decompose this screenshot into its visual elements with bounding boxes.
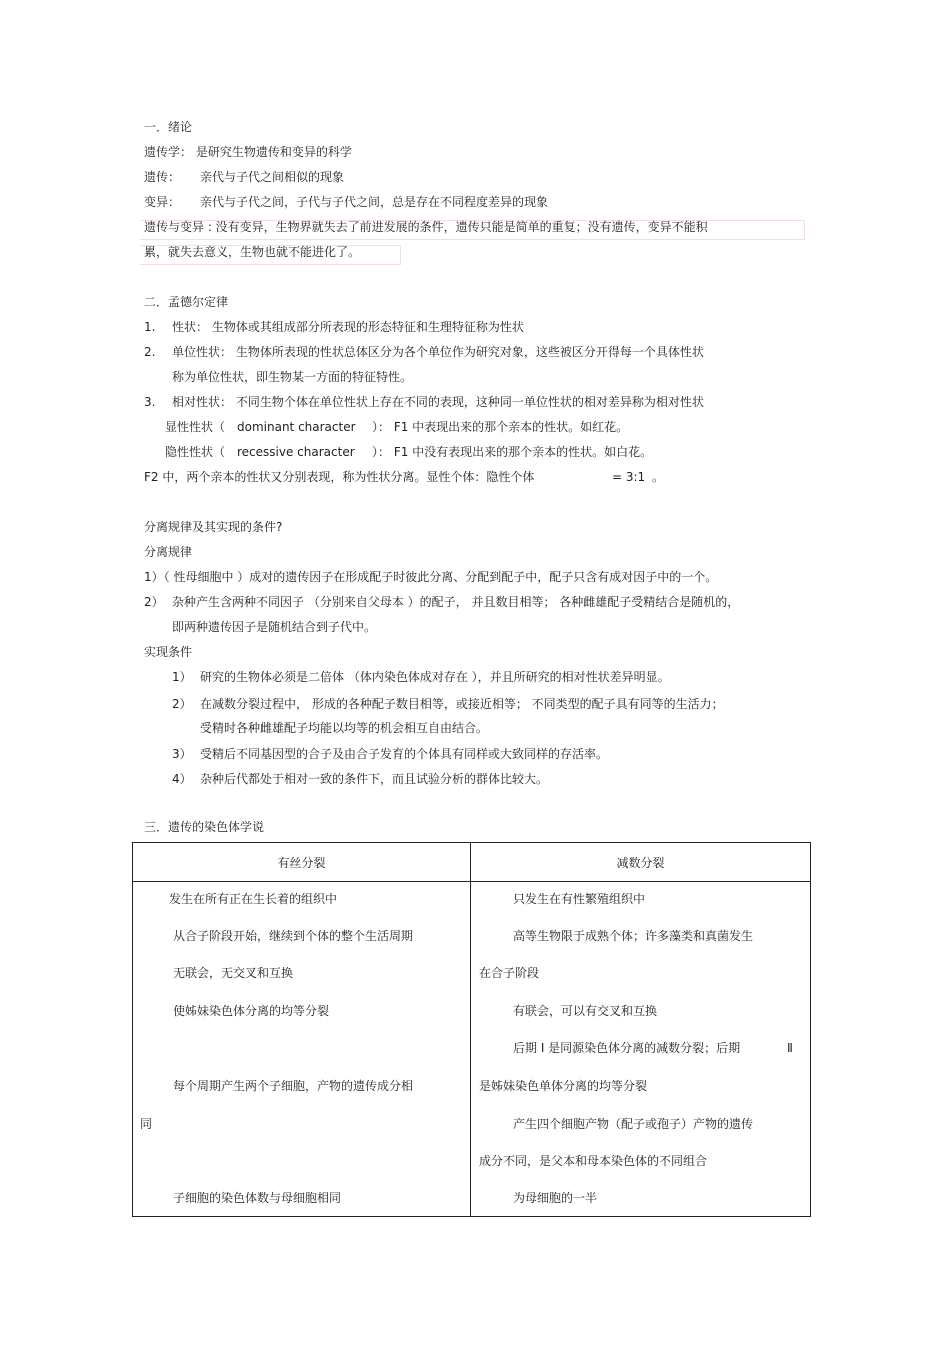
recessive-english: recessive character bbox=[237, 445, 355, 459]
item-number-1: 1. bbox=[144, 320, 156, 334]
condition-2: 在减数分裂过程中， 形成的各种配子数目相等，或接近相等； 不同类型的配子具有同等的生活力； bbox=[200, 697, 724, 711]
f2-end: 。 bbox=[652, 470, 665, 484]
table-cell-text: 只发生在有性繁殖组织中 bbox=[513, 892, 646, 906]
term-variation: 变异： bbox=[144, 195, 181, 209]
segregation-item-2: 杂种产生含两种不同因子 （分别来自父母本 ）的配子， 并且数目相等； 各种雌雄配子受精结合是随机的， bbox=[172, 595, 740, 609]
definition-heredity: 亲代与子代之间相似的现象 bbox=[200, 170, 345, 184]
recessive-definition: ）： F1 中没有表现出来的那个亲本的性状。如白花。 bbox=[372, 445, 653, 459]
table-cell-text: 无联会，无交叉和互换 bbox=[173, 966, 294, 980]
condition-2-cont: 受精时各种雌雄配子均能以均等的机会相互自由结合。 bbox=[200, 721, 489, 735]
item-trait: 性状： 生物体或其组成部分所表现的形态特征和生理特征称为性状 bbox=[172, 320, 524, 334]
mitosis-column bbox=[133, 882, 471, 1217]
table-cell-text: 成分不同，是父本和母本染色体的不同组合 bbox=[479, 1154, 708, 1168]
table-cell-text: 同 bbox=[140, 1117, 153, 1131]
section-heading-mendel: 二．孟德尔定律 bbox=[144, 295, 229, 309]
table-cell-text: 每个周期产生两个子细胞，产物的遗传成分相 bbox=[173, 1079, 414, 1093]
table-cell-text: 有联会，可以有交叉和互换 bbox=[513, 1004, 658, 1018]
condition-1: 研究的生物体必须是二倍体 （体内染色体成对存在 ），并且所研究的相对性状差异明显。 bbox=[200, 670, 670, 684]
segregation-heading: 分离规律 bbox=[144, 545, 193, 559]
definition-variation: 亲代与子代之间，子代与子代之间，总是存在不同程度差异的现象 bbox=[200, 195, 549, 209]
header-meiosis: 减数分裂 bbox=[471, 843, 811, 882]
table-cell-text: 从合子阶段开始，继续到个体的整个生活周期 bbox=[173, 929, 414, 943]
table-body-row bbox=[133, 882, 811, 1217]
item-unit-trait: 单位性状： 生物体所表现的性状总体区分为各个单位作为研究对象，这些被区分开得每一个具体性状 bbox=[172, 345, 704, 359]
item-number-3: 3. bbox=[144, 395, 156, 409]
condition-number-1: 1） bbox=[172, 670, 192, 684]
segregation-item-2-cont: 即两种遗传因子是随机结合到子代中。 bbox=[172, 620, 377, 634]
table-header-row bbox=[133, 843, 811, 882]
header-mitosis: 有丝分裂 bbox=[133, 843, 471, 882]
conditions-heading: 实现条件 bbox=[144, 645, 193, 659]
f2-segregation: F2 中，两个亲本的性状又分别表现，称为性状分离。显性个体：隐性个体 bbox=[144, 470, 535, 484]
meiosis-column bbox=[471, 882, 811, 1217]
heredity-variation-line-1: 遗传与变异 : 没有变异，生物界就失去了前进发展的条件，遗传只能是简单的重复；没有遗传，变异不能积 bbox=[144, 220, 708, 234]
condition-number-2: 2） bbox=[172, 697, 192, 711]
item-number-2: 2. bbox=[144, 345, 156, 359]
table-cell-text: 高等生物限于成熟个体；许多藻类和真菌发生 bbox=[513, 929, 754, 943]
f2-ratio: = 3:1 bbox=[612, 470, 646, 484]
section-heading-chromosome-theory: 三．遗传的染色体学说 bbox=[144, 820, 265, 834]
dominant-label: 显性性状（ bbox=[165, 420, 226, 434]
item-relative-trait: 相对性状： 不同生物个体在单位性状上存在不同的表现，这种同一单位性状的相对差异称为相对性状 bbox=[172, 395, 704, 409]
condition-4: 杂种后代都处于相对一致的条件下，而且试验分析的群体比较大。 bbox=[200, 772, 549, 786]
table-cell-text: 是姊妹染色单体分离的均等分裂 bbox=[479, 1079, 648, 1093]
section-heading-intro: 一．绪论 bbox=[144, 120, 193, 134]
condition-number-3: 3） bbox=[172, 747, 192, 761]
definition-genetics: 遗传学： 是研究生物遗传和变异的科学 bbox=[144, 145, 352, 159]
dominant-english: dominant character bbox=[237, 420, 356, 434]
segregation-item-1: 1）（ 性母细胞中 ）成对的遗传因子在形成配子时彼此分离、分配到配子中，配子只含有成对因子中的一个。 bbox=[144, 570, 718, 584]
dominant-definition: ）： F1 中表现出来的那个亲本的性状。如红花。 bbox=[372, 420, 629, 434]
term-heredity: 遗传： bbox=[144, 170, 181, 184]
table-cell-text: 使姊妹染色体分离的均等分裂 bbox=[173, 1004, 330, 1018]
table-cell-text: 在合子阶段 bbox=[479, 966, 540, 980]
table-cell-text: 为母细胞的一半 bbox=[513, 1191, 598, 1205]
table-cell-text: 产生四个细胞产物（配子或孢子）产物的遗传 bbox=[513, 1117, 754, 1131]
recessive-label: 隐性性状（ bbox=[165, 445, 226, 459]
table-cell-text: 子细胞的染色体数与母细胞相同 bbox=[173, 1191, 342, 1205]
mitosis-meiosis-table bbox=[132, 842, 811, 1217]
table-cell-text: Ⅱ bbox=[787, 1041, 793, 1055]
table-cell-text: 发生在所有正在生长着的组织中 bbox=[169, 892, 338, 906]
segregation-item-number-2: 2） bbox=[144, 595, 164, 609]
table-cell-text: 后期 Ⅰ 是同源染色体分离的减数分裂；后期 bbox=[513, 1041, 741, 1055]
heredity-variation-line-2: 累，就失去意义，生物也就不能进化了。 bbox=[144, 245, 361, 259]
condition-number-4: 4） bbox=[172, 772, 192, 786]
segregation-question: 分离规律及其实现的条件? bbox=[144, 520, 283, 534]
item-unit-trait-cont: 称为单位性状，即生物某一方面的特征特性。 bbox=[172, 370, 413, 384]
condition-3: 受精后不同基因型的合子及由合子发育的个体具有同样或大致同样的存活率。 bbox=[200, 747, 609, 761]
